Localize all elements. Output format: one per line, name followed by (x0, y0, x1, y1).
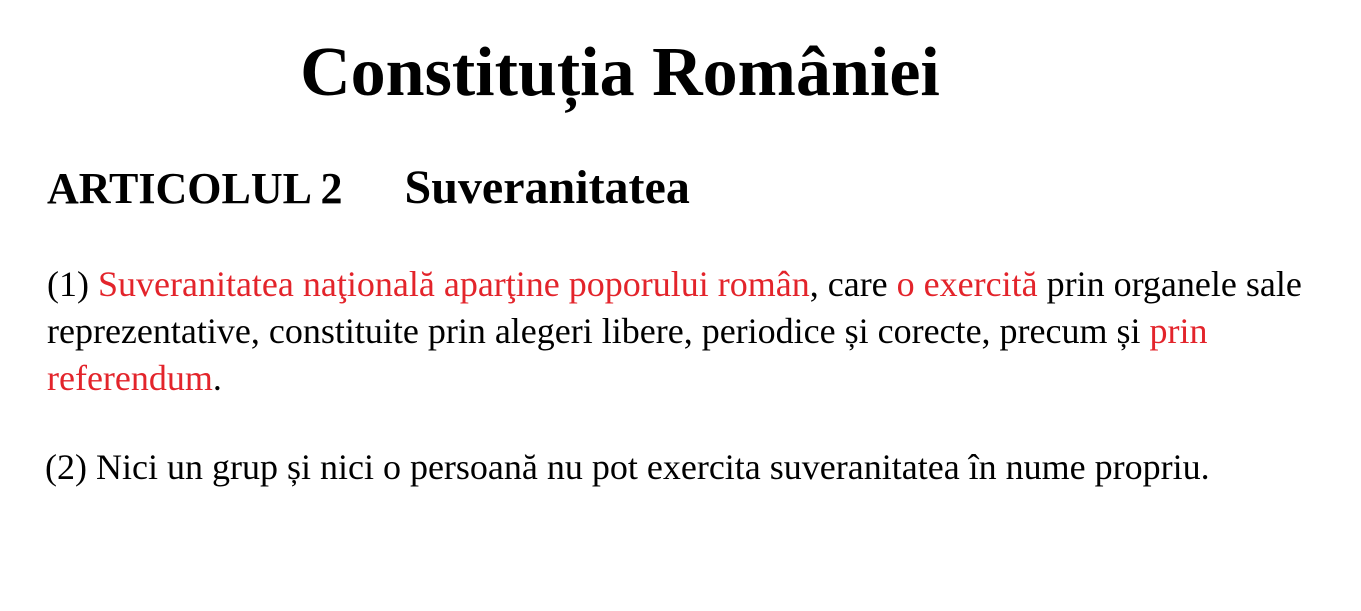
article-number: ARTICOLUL 2 (47, 164, 343, 213)
highlight-exercises: o exercită (896, 264, 1038, 304)
article-name: Suveranitatea (404, 161, 690, 214)
highlight-sovereignty: Suveranitatea naţională aparţine poporului român (97, 264, 810, 304)
highlight-referendum: prin referendum (47, 311, 1208, 398)
article-heading (47, 160, 690, 227)
document-title: Constituția României (300, 34, 940, 111)
paragraph-1-text-a: , care (809, 264, 897, 304)
paragraph-2: (2) Nici un grup și nici o persoană nu pot exercita suveranitatea în nume propriu. (45, 447, 1210, 487)
paragraph-1-mark: (1) (47, 264, 98, 304)
paragraph-1-text-b: prin organele sale reprezentative, constituite prin alegeri libere, periodice și corecte, precum și (47, 264, 1302, 351)
paragraph-1 (47, 261, 1347, 402)
paragraph-1-text-c: . (212, 358, 222, 398)
